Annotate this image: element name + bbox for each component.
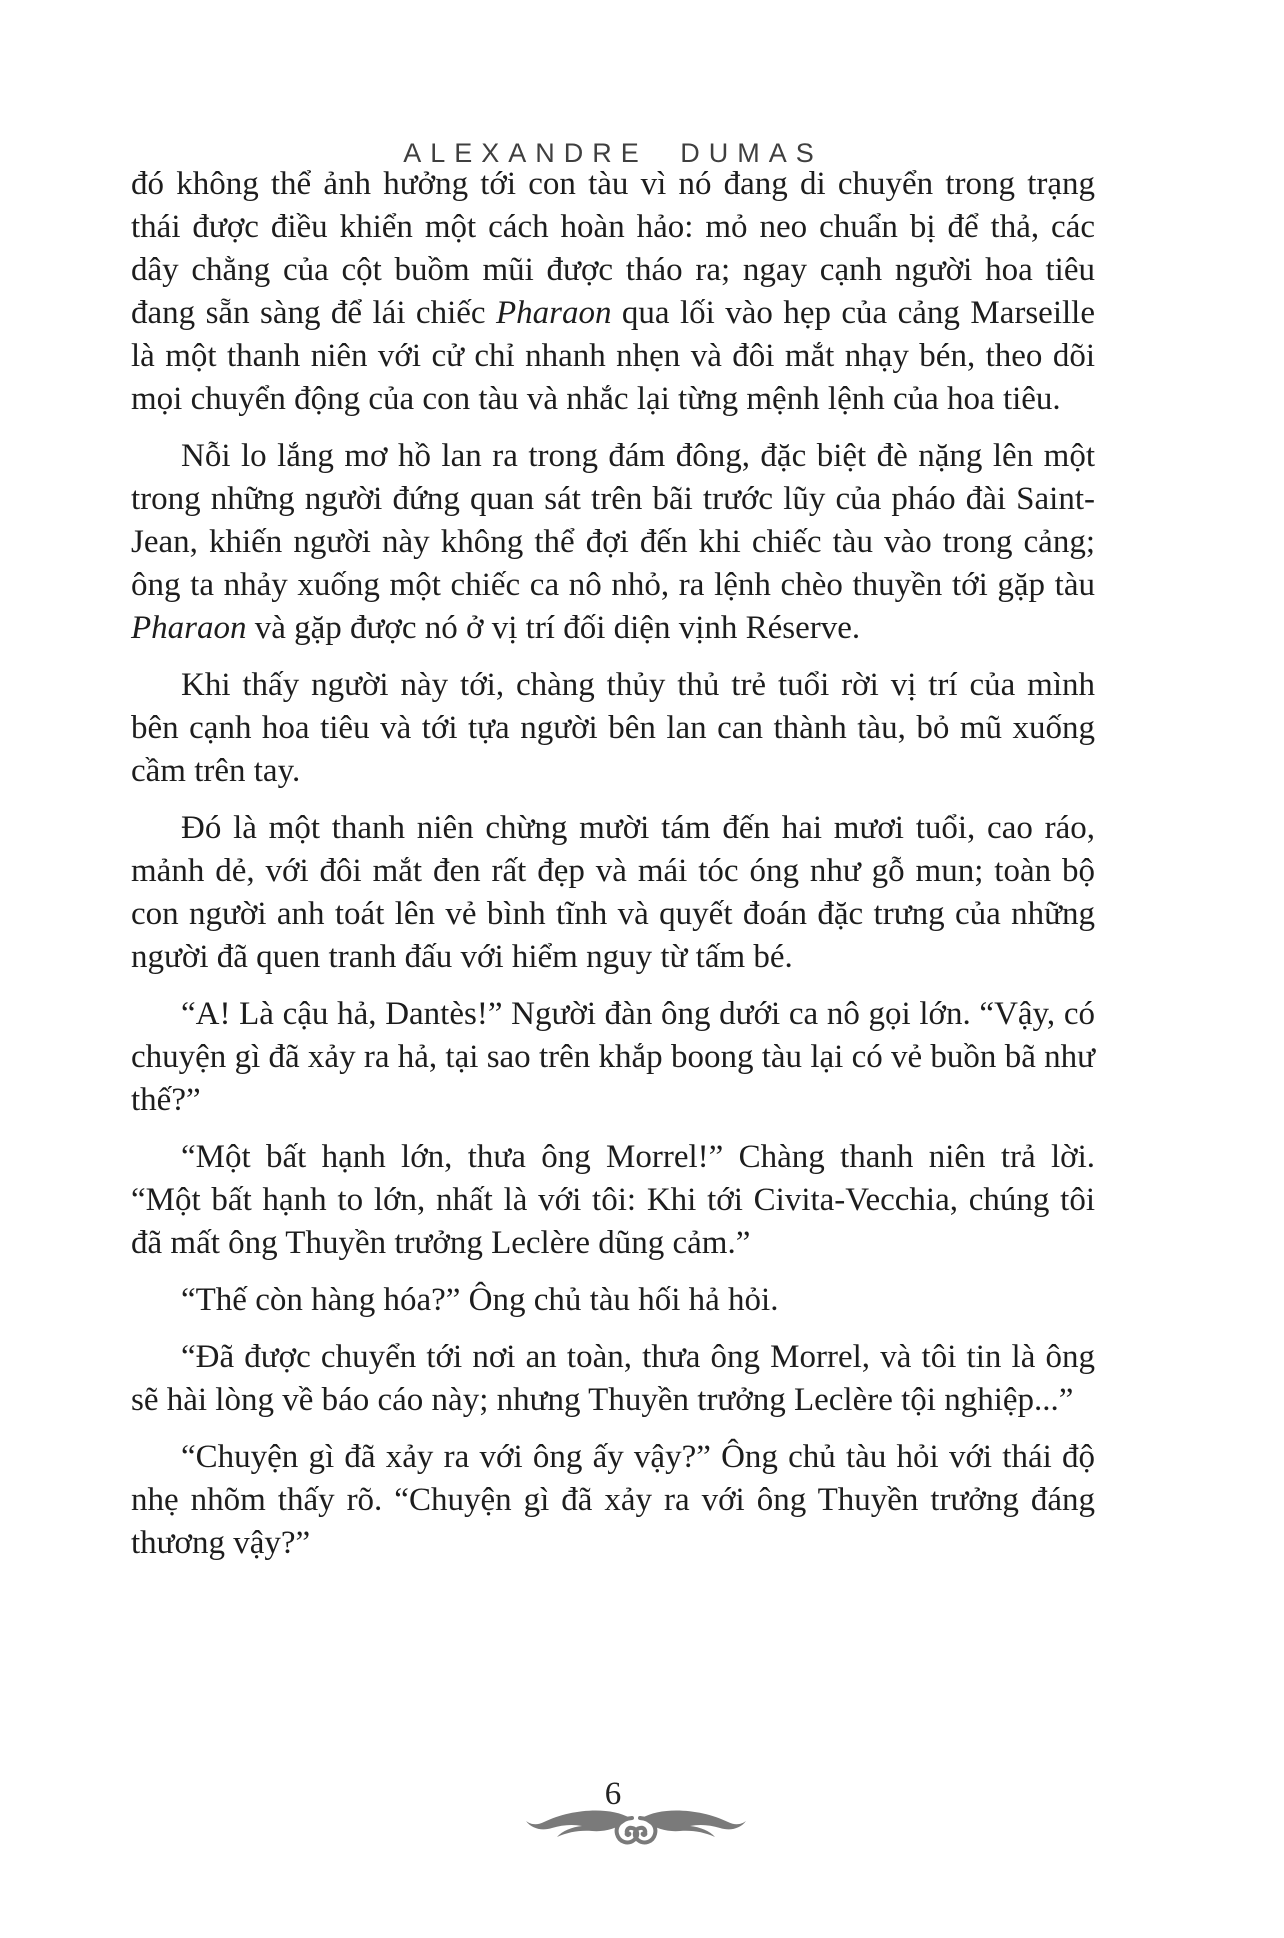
ship-name-italic: Pharaon [495,295,612,331]
paragraph-text: và gặp được nó ở vị trí đối diện vịnh Réserve. [246,610,861,646]
paragraph-text: đó không thể ảnh hưởng tới con tàu vì nó đang di chuyển trong trạng thái được điều khiển một cách hoàn hảo: mỏ neo chuẩn bị để thả, các dây chằng của cột buồm mũi được tháo ra; ngay cạnh người hoa tiêu đang sẵn sàng để lái chiếc [131,166,1095,331]
paragraph-text: “Đã được chuyển tới nơi an toàn, thưa ông Morrel, và tôi tin là ông sẽ hài lòng về báo cáo này; nhưng Thuyền trưởng Leclère tội nghiệp...” [131,1339,1095,1418]
paragraph [131,1279,1095,1322]
paragraph-text: Nỗi lo lắng mơ hồ lan ra trong đám đông, đặc biệt đè nặng lên một trong những người đứng quan sát trên bãi trước lũy của pháo đài Saint-Jean, khiến người này không thể đợi đến khi chiếc tàu vào trong cảng; ông ta nhảy xuống một chiếc ca nô nhỏ, ra lệnh chèo thuyền tới gặp tàu [131,438,1095,603]
paragraph [131,807,1095,979]
paragraph [131,435,1095,650]
paragraph [131,1136,1095,1265]
ship-name-italic: Pharaon [131,610,247,646]
paragraph-text: Đó là một thanh niên chừng mười tám đến hai mươi tuổi, cao ráo, mảnh dẻ, với đôi mắt đen rất đẹp và mái tóc óng như gỗ mun; toàn bộ con người anh toát lên vẻ bình tĩnh và quyết đoán đặc trưng của những người đã quen tranh đấu với hiểm nguy từ tấm bé. [131,810,1095,975]
running-header: ALEXANDRE DUMAS [403,138,823,168]
paragraph [131,664,1095,793]
page-footer [131,1776,1095,1854]
flourish-left-half [526,1810,637,1842]
paragraph-text: “Chuyện gì đã xảy ra với ông ấy vậy?” Ông chủ tàu hỏi với thái độ nhẹ nhõm thấy rõ. “Chuyện gì đã xảy ra với ông Thuyền trưởng đáng thương vậy?” [131,1439,1095,1561]
paragraph [131,993,1095,1122]
paragraph [131,1436,1095,1565]
text-body [131,163,1095,1565]
flourish-right-half [635,1810,746,1842]
paragraph-text: “Thế còn hàng hóa?” Ông chủ tàu hối hả hỏi. [181,1282,779,1318]
flourish-ornament [177,1809,1095,1854]
paragraph-text: qua lối vào hẹp của cảng Marseille là một thanh niên với cử chỉ nhanh nhẹn và đôi mắt nhạy bén, theo dõi mọi chuyển động của con tàu và nhắc lại từng mệnh lệnh của hoa tiêu. [131,295,1095,417]
paragraph-text: “A! Là cậu hả, Dantès!” Người đàn ông dưới ca nô gọi lớn. “Vậy, có chuyện gì đã xảy ra hả, tại sao trên khắp boong tàu lại có vẻ buồn bã như thế?” [131,996,1095,1118]
paragraph [131,1336,1095,1422]
paragraph-text: “Một bất hạnh lớn, thưa ông Morrel!” Chàng thanh niên trả lời. “Một bất hạnh to lớn, nhất là với tôi: Khi tới Civita-Vecchia, chúng tôi đã mất ông Thuyền trưởng Leclère dũng cảm.” [131,1139,1095,1261]
paragraph [131,163,1095,421]
paragraph-text: Khi thấy người này tới, chàng thủy thủ trẻ tuổi rời vị trí của mình bên cạnh hoa tiêu và tới tựa người bên lan can thành tàu, bỏ mũ xuống cầm trên tay. [131,667,1095,789]
page-number: 6 [604,1776,622,1812]
